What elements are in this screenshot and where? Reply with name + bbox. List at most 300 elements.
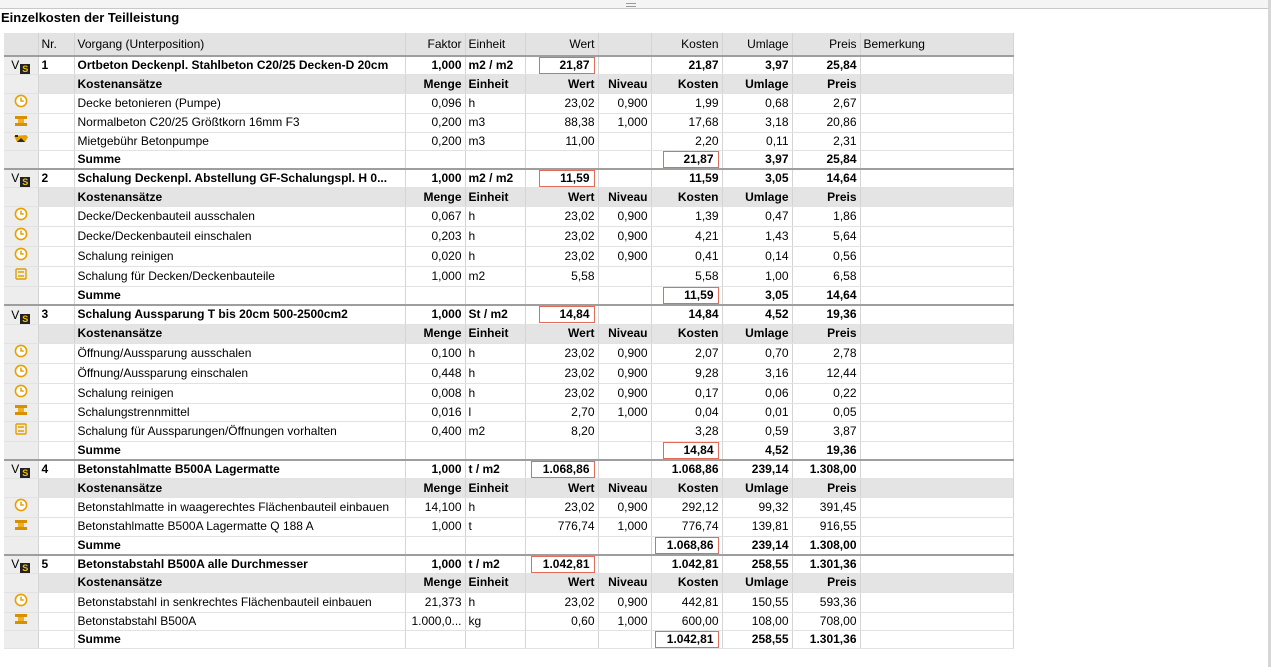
- clock-icon: [14, 498, 28, 517]
- position-wert-cell[interactable]: [525, 56, 598, 75]
- item-niveau[interactable]: [598, 132, 651, 150]
- position-blank: [598, 305, 651, 324]
- summe-umlage: 3,97: [722, 150, 792, 169]
- position-einheit[interactable]: t / m2: [465, 460, 525, 479]
- summe-kosten-value[interactable]: 1.042,81: [655, 631, 719, 648]
- cost-item-row[interactable]: [4, 207, 1013, 227]
- item-niveau[interactable]: 0,900: [598, 94, 651, 114]
- item-kosten[interactable]: 3,28: [651, 421, 722, 441]
- summe-row[interactable]: [4, 287, 1013, 306]
- column-header-vorgang[interactable]: Vorgang (Unterposition): [74, 33, 405, 56]
- item-wert[interactable]: 23,02: [525, 498, 598, 518]
- item-wert[interactable]: 23,02: [525, 343, 598, 363]
- item-kosten[interactable]: 442,81: [651, 592, 722, 612]
- item-niveau[interactable]: 1,000: [598, 612, 651, 630]
- item-wert[interactable]: 88,38: [525, 114, 598, 132]
- item-preis[interactable]: 0,22: [792, 383, 860, 403]
- position-faktor[interactable]: 1,000: [405, 305, 465, 324]
- item-kosten[interactable]: 292,12: [651, 498, 722, 518]
- item-preis[interactable]: 2,67: [792, 94, 860, 114]
- item-einheit[interactable]: h: [465, 94, 525, 114]
- splitter-grip-icon[interactable]: [626, 3, 636, 7]
- position-nr[interactable]: 2: [38, 169, 74, 188]
- item-wert[interactable]: 5,58: [525, 267, 598, 287]
- item-umlage[interactable]: 1,00: [722, 267, 792, 287]
- position-wert-cell[interactable]: [525, 305, 598, 324]
- column-header-nr[interactable]: Nr.: [38, 33, 74, 56]
- item-menge[interactable]: 0,200: [405, 114, 465, 132]
- position-kosten[interactable]: 1.042,81: [651, 555, 722, 574]
- subheader-kosten: Kosten: [651, 573, 722, 592]
- item-name[interactable]: Decke/Deckenbauteil ausschalen: [74, 207, 405, 227]
- clock-icon: [14, 94, 28, 113]
- item-bemerkung[interactable]: [860, 403, 1013, 421]
- item-menge[interactable]: 0,100: [405, 343, 465, 363]
- item-wert[interactable]: 23,02: [525, 247, 598, 267]
- column-header-faktor[interactable]: Faktor: [405, 33, 465, 56]
- cost-item-row[interactable]: [4, 592, 1013, 612]
- item-name[interactable]: Öffnung/Aussparung ausschalen: [74, 343, 405, 363]
- item-preis[interactable]: 1,86: [792, 207, 860, 227]
- summe-row[interactable]: [4, 150, 1013, 169]
- summe-blank: [38, 287, 74, 306]
- cost-item-row[interactable]: [4, 132, 1013, 150]
- item-preis[interactable]: 3,87: [792, 421, 860, 441]
- item-kosten[interactable]: 2,07: [651, 343, 722, 363]
- item-kosten[interactable]: 1,99: [651, 94, 722, 114]
- cost-item-row[interactable]: [4, 363, 1013, 383]
- summe-gutter: [4, 441, 38, 460]
- item-menge[interactable]: 0,448: [405, 363, 465, 383]
- item-niveau[interactable]: 0,900: [598, 247, 651, 267]
- position-kosten[interactable]: 11,59: [651, 169, 722, 188]
- position-einheit[interactable]: m2 / m2: [465, 56, 525, 75]
- item-niveau[interactable]: 0,900: [598, 227, 651, 247]
- item-bemerkung[interactable]: [860, 227, 1013, 247]
- item-umlage[interactable]: 0,11: [722, 132, 792, 150]
- summe-kosten-value[interactable]: 1.068,86: [655, 537, 719, 554]
- position-einheit[interactable]: t / m2: [465, 555, 525, 574]
- item-umlage[interactable]: 1,43: [722, 227, 792, 247]
- item-niveau[interactable]: 0,900: [598, 207, 651, 227]
- item-bemerkung[interactable]: [860, 207, 1013, 227]
- item-einheit[interactable]: h: [465, 227, 525, 247]
- item-einheit[interactable]: h: [465, 207, 525, 227]
- subheader-niveau: Niveau: [598, 479, 651, 498]
- item-wert[interactable]: 23,02: [525, 363, 598, 383]
- summe-blank-niveau: [598, 536, 651, 555]
- cost-item-row[interactable]: [4, 498, 1013, 518]
- item-umlage[interactable]: 139,81: [722, 518, 792, 536]
- position-icon-cell: [4, 169, 38, 188]
- item-icon-cell: [4, 518, 38, 536]
- subheader-bemerkung: [860, 324, 1013, 343]
- item-niveau[interactable]: [598, 267, 651, 287]
- item-name[interactable]: Betonstahlmatte in waagerechtes Flächenbauteil einbauen: [74, 498, 405, 518]
- item-nr: [38, 114, 74, 132]
- summe-blank-wert: [525, 441, 598, 460]
- item-einheit[interactable]: m3: [465, 114, 525, 132]
- subheader-kosten: Kosten: [651, 75, 722, 94]
- cost-item-row[interactable]: [4, 227, 1013, 247]
- item-wert[interactable]: 23,02: [525, 592, 598, 612]
- position-name[interactable]: Ortbeton Deckenpl. Stahlbeton C20/25 Decken-D 20cm: [74, 56, 405, 75]
- item-bemerkung[interactable]: [860, 267, 1013, 287]
- position-kosten[interactable]: 14,84: [651, 305, 722, 324]
- position-type-icon: V S: [11, 556, 29, 573]
- subheader-label: Kostenansätze: [74, 479, 405, 498]
- splitter-bar[interactable]: [0, 0, 1271, 9]
- item-bemerkung[interactable]: [860, 247, 1013, 267]
- item-bemerkung[interactable]: [860, 518, 1013, 536]
- column-header-wert[interactable]: Wert: [525, 33, 598, 56]
- item-umlage[interactable]: 0,01: [722, 403, 792, 421]
- summe-kosten-value[interactable]: 11,59: [663, 287, 719, 304]
- item-einheit[interactable]: kg: [465, 612, 525, 630]
- item-kosten[interactable]: 9,28: [651, 363, 722, 383]
- position-name[interactable]: Schalung Aussparung T bis 20cm 500-2500cm2: [74, 305, 405, 324]
- position-bemerkung[interactable]: [860, 56, 1013, 75]
- item-menge[interactable]: 1,000: [405, 518, 465, 536]
- summe-row[interactable]: [4, 536, 1013, 555]
- position-nr[interactable]: 1: [38, 56, 74, 75]
- item-preis[interactable]: 6,58: [792, 267, 860, 287]
- cost-item-row[interactable]: [4, 383, 1013, 403]
- item-umlage[interactable]: 0,47: [722, 207, 792, 227]
- item-menge[interactable]: 0,020: [405, 247, 465, 267]
- position-name[interactable]: Betonstahlmatte B500A Lagermatte: [74, 460, 405, 479]
- cost-item-row[interactable]: [4, 247, 1013, 267]
- position-wert-input[interactable]: 21,87: [539, 57, 595, 74]
- item-kosten[interactable]: 0,41: [651, 247, 722, 267]
- item-nr: [38, 363, 74, 383]
- summe-blank-menge: [405, 150, 465, 169]
- item-umlage[interactable]: 150,55: [722, 592, 792, 612]
- item-name[interactable]: Schalungstrennmittel: [74, 403, 405, 421]
- position-nr[interactable]: 4: [38, 460, 74, 479]
- item-bemerkung[interactable]: [860, 94, 1013, 114]
- position-type-icon: V S: [11, 462, 29, 479]
- item-name[interactable]: Normalbeton C20/25 Größtkorn 16mm F3: [74, 114, 405, 132]
- summe-blank-menge: [405, 287, 465, 306]
- item-name[interactable]: Schalung reinigen: [74, 383, 405, 403]
- item-bemerkung[interactable]: [860, 383, 1013, 403]
- position-bemerkung[interactable]: [860, 169, 1013, 188]
- summe-blank-wert: [525, 287, 598, 306]
- kostenansaetze-header-row[interactable]: [4, 479, 1013, 498]
- subheader-niveau: Niveau: [598, 324, 651, 343]
- material-icon: [14, 115, 28, 132]
- kostenansaetze-header-row[interactable]: [4, 573, 1013, 592]
- subheader-umlage: Umlage: [722, 479, 792, 498]
- column-header-preis[interactable]: Preis: [792, 33, 860, 56]
- summe-preis: 14,64: [792, 287, 860, 306]
- item-umlage[interactable]: 0,14: [722, 247, 792, 267]
- item-menge[interactable]: 1,000: [405, 267, 465, 287]
- column-header-einheit[interactable]: Einheit: [465, 33, 525, 56]
- cost-item-row[interactable]: [4, 421, 1013, 441]
- summe-bemerkung: [860, 150, 1013, 169]
- item-preis[interactable]: 593,36: [792, 592, 860, 612]
- item-name[interactable]: Mietgebühr Betonpumpe: [74, 132, 405, 150]
- position-blank: [598, 555, 651, 574]
- item-kosten[interactable]: 0,17: [651, 383, 722, 403]
- item-nr: [38, 518, 74, 536]
- item-niveau[interactable]: 0,900: [598, 498, 651, 518]
- position-wert-input[interactable]: 1.068,86: [531, 461, 595, 478]
- position-umlage[interactable]: 3,97: [722, 56, 792, 75]
- item-icon-cell: [4, 383, 38, 403]
- item-bemerkung[interactable]: [860, 498, 1013, 518]
- item-umlage[interactable]: 0,59: [722, 421, 792, 441]
- item-wert[interactable]: 23,02: [525, 227, 598, 247]
- position-faktor[interactable]: 1,000: [405, 460, 465, 479]
- position-icon-cell: [4, 305, 38, 324]
- item-menge[interactable]: 0,067: [405, 207, 465, 227]
- item-menge[interactable]: 1.000,0...: [405, 612, 465, 630]
- summe-kosten-value[interactable]: 21,87: [663, 151, 719, 168]
- position-preis[interactable]: 19,36: [792, 305, 860, 324]
- item-bemerkung[interactable]: [860, 612, 1013, 630]
- item-wert[interactable]: 11,00: [525, 132, 598, 150]
- item-bemerkung[interactable]: [860, 132, 1013, 150]
- kostenansaetze-header-row[interactable]: [4, 188, 1013, 207]
- item-preis[interactable]: 708,00: [792, 612, 860, 630]
- item-preis[interactable]: 5,64: [792, 227, 860, 247]
- position-preis[interactable]: 1.308,00: [792, 460, 860, 479]
- item-wert[interactable]: 2,70: [525, 403, 598, 421]
- item-niveau[interactable]: 0,900: [598, 383, 651, 403]
- position-kosten[interactable]: 1.068,86: [651, 460, 722, 479]
- column-header-blank[interactable]: [598, 33, 651, 56]
- item-wert[interactable]: 23,02: [525, 383, 598, 403]
- item-umlage[interactable]: 99,32: [722, 498, 792, 518]
- position-faktor[interactable]: 1,000: [405, 56, 465, 75]
- item-kosten[interactable]: 776,74: [651, 518, 722, 536]
- position-row[interactable]: [4, 169, 1013, 188]
- subheader-umlage: Umlage: [722, 188, 792, 207]
- summe-umlage: 239,14: [722, 536, 792, 555]
- position-row[interactable]: [4, 56, 1013, 75]
- position-row[interactable]: [4, 305, 1013, 324]
- item-name[interactable]: Öffnung/Aussparung einschalen: [74, 363, 405, 383]
- item-kosten[interactable]: 1,39: [651, 207, 722, 227]
- item-name[interactable]: Decke betonieren (Pumpe): [74, 94, 405, 114]
- subheader-menge: Menge: [405, 324, 465, 343]
- item-wert[interactable]: 0,60: [525, 612, 598, 630]
- item-menge[interactable]: 0,016: [405, 403, 465, 421]
- item-bemerkung[interactable]: [860, 343, 1013, 363]
- item-wert[interactable]: 23,02: [525, 207, 598, 227]
- item-name[interactable]: Betonstahlmatte B500A Lagermatte Q 188 A: [74, 518, 405, 536]
- cost-item-row[interactable]: [4, 403, 1013, 421]
- item-menge[interactable]: 14,100: [405, 498, 465, 518]
- position-umlage[interactable]: 258,55: [722, 555, 792, 574]
- position-row[interactable]: [4, 555, 1013, 574]
- item-bemerkung[interactable]: [860, 114, 1013, 132]
- item-einheit[interactable]: h: [465, 592, 525, 612]
- position-row[interactable]: [4, 460, 1013, 479]
- position-einheit[interactable]: m2 / m2: [465, 169, 525, 188]
- item-menge[interactable]: 0,203: [405, 227, 465, 247]
- position-preis[interactable]: 25,84: [792, 56, 860, 75]
- summe-preis: 1.308,00: [792, 536, 860, 555]
- summe-kosten-cell[interactable]: [651, 150, 722, 169]
- item-einheit[interactable]: h: [465, 247, 525, 267]
- item-wert[interactable]: 23,02: [525, 94, 598, 114]
- position-preis[interactable]: 1.301,36: [792, 555, 860, 574]
- item-menge[interactable]: 0,400: [405, 421, 465, 441]
- item-umlage[interactable]: 108,00: [722, 612, 792, 630]
- item-umlage[interactable]: 3,18: [722, 114, 792, 132]
- position-blank: [598, 460, 651, 479]
- item-umlage[interactable]: 0,06: [722, 383, 792, 403]
- position-wert-cell[interactable]: [525, 460, 598, 479]
- summe-blank-einheit: [465, 150, 525, 169]
- subheader-einheit: Einheit: [465, 75, 525, 94]
- item-bemerkung[interactable]: [860, 363, 1013, 383]
- position-faktor[interactable]: 1,000: [405, 555, 465, 574]
- position-bemerkung[interactable]: [860, 555, 1013, 574]
- item-einheit[interactable]: m2: [465, 267, 525, 287]
- position-umlage[interactable]: 3,05: [722, 169, 792, 188]
- subheader-bemerkung: [860, 75, 1013, 94]
- item-wert[interactable]: 8,20: [525, 421, 598, 441]
- position-nr[interactable]: 3: [38, 305, 74, 324]
- summe-row[interactable]: [4, 631, 1013, 649]
- item-kosten[interactable]: 4,21: [651, 227, 722, 247]
- column-header-umlage[interactable]: Umlage: [722, 33, 792, 56]
- item-wert[interactable]: 776,74: [525, 518, 598, 536]
- position-umlage[interactable]: 239,14: [722, 460, 792, 479]
- item-preis[interactable]: 12,44: [792, 363, 860, 383]
- summe-kosten-cell[interactable]: [651, 536, 722, 555]
- item-menge[interactable]: 0,096: [405, 94, 465, 114]
- item-kosten[interactable]: 2,20: [651, 132, 722, 150]
- item-kosten[interactable]: 17,68: [651, 114, 722, 132]
- position-wert-input[interactable]: 11,59: [539, 170, 595, 187]
- item-umlage[interactable]: 0,70: [722, 343, 792, 363]
- cost-item-row[interactable]: [4, 612, 1013, 630]
- item-niveau[interactable]: 1,000: [598, 114, 651, 132]
- item-icon-cell: [4, 403, 38, 421]
- column-header-bemerkung[interactable]: Bemerkung: [860, 33, 1013, 56]
- item-preis[interactable]: 0,05: [792, 403, 860, 421]
- summe-blank-einheit: [465, 536, 525, 555]
- position-wert-cell[interactable]: [525, 555, 598, 574]
- position-kosten[interactable]: 21,87: [651, 56, 722, 75]
- item-niveau[interactable]: 1,000: [598, 518, 651, 536]
- summe-umlage: 4,52: [722, 441, 792, 460]
- item-niveau[interactable]: 0,900: [598, 363, 651, 383]
- item-name[interactable]: Schalung für Decken/Deckenbauteile: [74, 267, 405, 287]
- item-einheit[interactable]: h: [465, 343, 525, 363]
- cost-item-row[interactable]: [4, 518, 1013, 536]
- position-icon-cell: [4, 460, 38, 479]
- position-preis[interactable]: 14,64: [792, 169, 860, 188]
- item-icon-cell: [4, 227, 38, 247]
- item-preis[interactable]: 2,31: [792, 132, 860, 150]
- item-preis[interactable]: 2,78: [792, 343, 860, 363]
- item-einheit[interactable]: h: [465, 383, 525, 403]
- item-name[interactable]: Betonstabstahl B500A: [74, 612, 405, 630]
- item-name[interactable]: Schalung reinigen: [74, 247, 405, 267]
- item-preis[interactable]: 20,86: [792, 114, 860, 132]
- item-icon-cell: [4, 267, 38, 287]
- summe-kosten-cell[interactable]: [651, 441, 722, 460]
- position-name[interactable]: Betonstabstahl B500A alle Durchmesser: [74, 555, 405, 574]
- position-wert-input[interactable]: 1.042,81: [531, 556, 595, 573]
- item-menge[interactable]: 0,008: [405, 383, 465, 403]
- item-umlage[interactable]: 0,68: [722, 94, 792, 114]
- item-niveau[interactable]: 0,900: [598, 592, 651, 612]
- summe-kosten-cell[interactable]: [651, 631, 722, 649]
- item-kosten[interactable]: 5,58: [651, 267, 722, 287]
- item-einheit[interactable]: l: [465, 403, 525, 421]
- summe-gutter: [4, 150, 38, 169]
- summe-row[interactable]: [4, 441, 1013, 460]
- position-blank: [598, 56, 651, 75]
- item-bemerkung[interactable]: [860, 592, 1013, 612]
- column-header-kosten[interactable]: Kosten: [651, 33, 722, 56]
- position-bemerkung[interactable]: [860, 460, 1013, 479]
- cost-item-row[interactable]: [4, 94, 1013, 114]
- subheader-blank: [38, 479, 74, 498]
- cost-item-row[interactable]: [4, 267, 1013, 287]
- kostenansaetze-header-row[interactable]: [4, 324, 1013, 343]
- summe-gutter: [4, 287, 38, 306]
- position-nr[interactable]: 5: [38, 555, 74, 574]
- item-name[interactable]: Betonstabstahl in senkrechtes Flächenbauteil einbauen: [74, 592, 405, 612]
- item-einheit[interactable]: m2: [465, 421, 525, 441]
- cost-item-row[interactable]: [4, 343, 1013, 363]
- item-name[interactable]: Schalung für Aussparungen/Öffnungen vorhalten: [74, 421, 405, 441]
- item-menge[interactable]: 21,373: [405, 592, 465, 612]
- item-bemerkung[interactable]: [860, 421, 1013, 441]
- item-preis[interactable]: 391,45: [792, 498, 860, 518]
- position-bemerkung[interactable]: [860, 305, 1013, 324]
- summe-kosten-cell[interactable]: [651, 287, 722, 306]
- item-einheit[interactable]: m3: [465, 132, 525, 150]
- subheader-einheit: Einheit: [465, 573, 525, 592]
- material-icon: [14, 404, 28, 421]
- cost-item-row[interactable]: [4, 114, 1013, 132]
- item-kosten[interactable]: 600,00: [651, 612, 722, 630]
- position-umlage[interactable]: 4,52: [722, 305, 792, 324]
- item-niveau[interactable]: 1,000: [598, 403, 651, 421]
- item-niveau[interactable]: [598, 421, 651, 441]
- position-wert-cell[interactable]: [525, 169, 598, 188]
- header-gutter: [4, 33, 38, 56]
- summe-kosten-value[interactable]: 14,84: [663, 442, 719, 459]
- item-kosten[interactable]: 0,04: [651, 403, 722, 421]
- item-einheit[interactable]: t: [465, 518, 525, 536]
- item-einheit[interactable]: h: [465, 363, 525, 383]
- position-name[interactable]: Schalung Deckenpl. Abstellung GF-Schalungspl. H 0...: [74, 169, 405, 188]
- item-preis[interactable]: 916,55: [792, 518, 860, 536]
- position-wert-input[interactable]: 14,84: [539, 306, 595, 323]
- item-umlage[interactable]: 3,16: [722, 363, 792, 383]
- kostenansaetze-header-row[interactable]: [4, 75, 1013, 94]
- summe-label: Summe: [74, 631, 405, 649]
- item-niveau[interactable]: 0,900: [598, 343, 651, 363]
- item-name[interactable]: Decke/Deckenbauteil einschalen: [74, 227, 405, 247]
- item-einheit[interactable]: h: [465, 498, 525, 518]
- position-faktor[interactable]: 1,000: [405, 169, 465, 188]
- item-menge[interactable]: 0,200: [405, 132, 465, 150]
- item-preis[interactable]: 0,56: [792, 247, 860, 267]
- position-einheit[interactable]: St / m2: [465, 305, 525, 324]
